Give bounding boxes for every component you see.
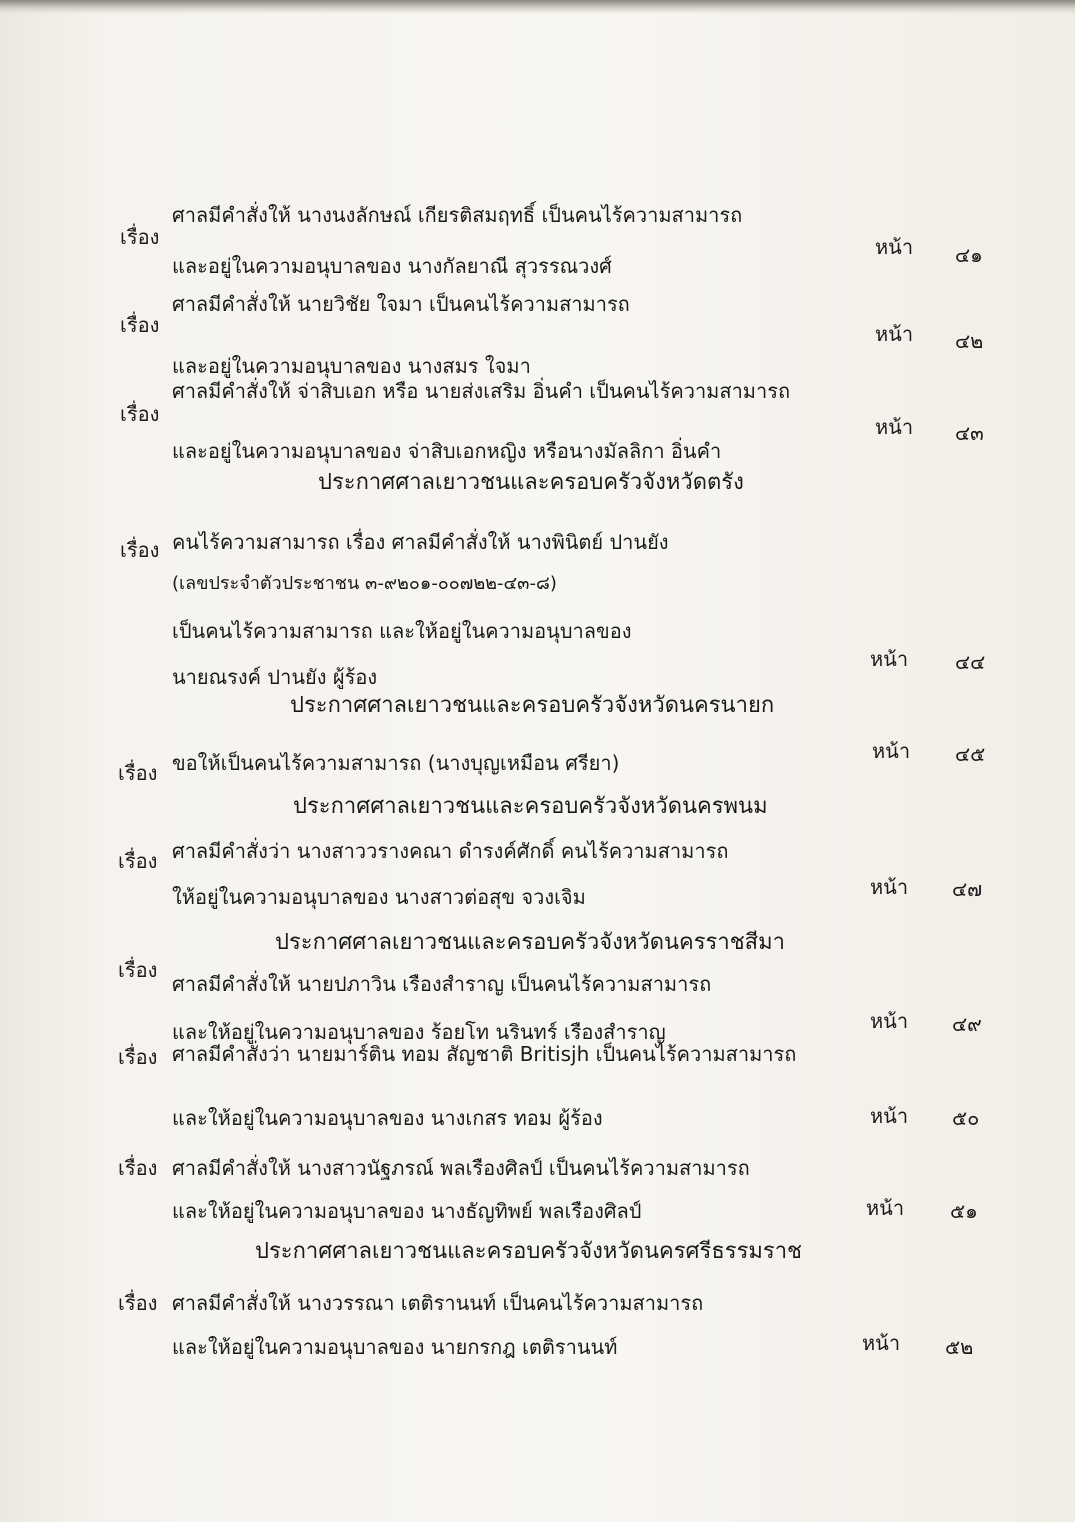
- entry-7-page-number: ๔๙: [952, 1012, 982, 1036]
- section-heading-trang: ประกาศศาลเยาวชนและครอบครัวจังหวัดตรัง: [318, 470, 744, 495]
- entry-5-page-number: ๔๕: [955, 742, 986, 766]
- entry-2-line-2: และอยู่ในความอนุบาลของ นางสมร ใจมา: [172, 354, 531, 378]
- entry-8-line-1: ศาลมีคำสั่งว่า นายมาร์ติน ทอม สัญชาติ Britisjh เป็นคนไร้ความสามารถ: [172, 1042, 797, 1066]
- entry-1-line-1: ศาลมีคำสั่งให้ นางนงลักษณ์ เกียรติสมฤทธิ์ เป็นคนไร้ความสามารถ: [172, 203, 743, 227]
- page-label: หน้า: [870, 647, 909, 671]
- entry-4-line-3: เป็นคนไร้ความสามารถ และให้อยู่ในความอนุบาลของ: [172, 619, 632, 643]
- entry-9-page-number: ๕๑: [950, 1199, 978, 1223]
- entry-1-line-2: และอยู่ในความอนุบาลของ นางกัลยาณี สุวรรณวงศ์: [172, 254, 612, 278]
- entry-4-line-4: นายณรงค์ ปานยัง ผู้ร้อง: [172, 665, 378, 689]
- entry-1-page-number: ๔๑: [955, 243, 983, 267]
- entry-7-line-2: และให้อยู่ในความอนุบาลของ ร้อยโท นรินทร์ เรืองสำราญ: [172, 1020, 666, 1044]
- page-label: หน้า: [875, 235, 914, 259]
- entry-4-line-1: คนไร้ความสามารถ เรื่อง ศาลมีคำสั่งให้ นางพินิตย์ ปานยัง: [172, 530, 669, 554]
- subject-label: เรื่อง: [120, 313, 160, 337]
- subject-label: เรื่อง: [118, 761, 158, 785]
- page-label: หน้า: [870, 1104, 909, 1128]
- entry-10-page-number: ๕๒: [945, 1335, 974, 1359]
- entry-3-line-1: ศาลมีคำสั่งให้ จ่าสิบเอก หรือ นายส่งเสริม อิ่นคำ เป็นคนไร้ความสามารถ: [172, 379, 791, 403]
- subject-label: เรื่อง: [118, 958, 158, 982]
- page-label: หน้า: [866, 1196, 905, 1220]
- subject-label: เรื่อง: [118, 1156, 158, 1180]
- entry-9-line-2: และให้อยู่ในความอนุบาลของ นางธัญทิพย์ พลเรืองศิลป์: [172, 1199, 642, 1223]
- entry-4-line-2: (เลขประจำตัวประชาชน ๓-๙๒๐๑-๐๐๗๒๒-๔๓-๘): [172, 573, 557, 594]
- entry-8-line-2: และให้อยู่ในความอนุบาลของ นางเกสร ทอม ผู้ร้อง: [172, 1106, 603, 1130]
- subject-label: เรื่อง: [120, 538, 160, 562]
- section-heading-nakhon-ratchasima: ประกาศศาลเยาวชนและครอบครัวจังหวัดนครราชสีมา: [275, 930, 785, 955]
- entry-4-page-number: ๔๔: [955, 650, 986, 674]
- section-heading-nakhon-nayok: ประกาศศาลเยาวชนและครอบครัวจังหวัดนครนายก: [290, 693, 775, 718]
- entry-6-line-2: ให้อยู่ในความอนุบาลของ นางสาวต่อสุข จวงเจิม: [172, 885, 586, 909]
- subject-label: เรื่อง: [120, 402, 160, 426]
- entry-5-line-1: ขอให้เป็นคนไร้ความสามารถ (นางบุญเหมือน ศรียา): [172, 751, 620, 775]
- subject-label: เรื่อง: [120, 225, 160, 249]
- subject-label: เรื่อง: [118, 1291, 158, 1315]
- section-heading-nakhon-si-thammarat: ประกาศศาลเยาวชนและครอบครัวจังหวัดนครศรีธรรมราช: [255, 1239, 802, 1264]
- page-edge-shadow: [0, 0, 1075, 14]
- entry-9-line-1: ศาลมีคำสั่งให้ นางสาวนัฐภรณ์ พลเรืองศิลป์ เป็นคนไร้ความสามารถ: [172, 1156, 750, 1180]
- page-label: หน้า: [875, 322, 914, 346]
- section-heading-nakhon-phanom: ประกาศศาลเยาวชนและครอบครัวจังหวัดนครพนม: [293, 794, 768, 819]
- page-label: หน้า: [862, 1331, 901, 1355]
- subject-label: เรื่อง: [118, 1045, 158, 1069]
- page-label: หน้า: [872, 739, 911, 763]
- entry-6-page-number: ๔๗: [952, 877, 983, 901]
- subject-label: เรื่อง: [118, 849, 158, 873]
- entry-2-page-number: ๔๒: [955, 329, 984, 353]
- entry-7-line-1: ศาลมีคำสั่งให้ นายปภาวิน เรืองสำราญ เป็นคนไร้ความสามารถ: [172, 972, 712, 996]
- entry-10-line-2: และให้อยู่ในความอนุบาลของ นายกรกฎ เตติรานนท์: [172, 1335, 618, 1359]
- page-label: หน้า: [875, 415, 914, 439]
- entry-3-line-2: และอยู่ในความอนุบาลของ จ่าสิบเอกหญิง หรือนางมัลลิกา อิ่นคำ: [172, 439, 722, 463]
- entry-10-line-1: ศาลมีคำสั่งให้ นางวรรณา เตติรานนท์ เป็นคนไร้ความสามารถ: [172, 1291, 704, 1315]
- entry-6-line-1: ศาลมีคำสั่งว่า นางสาววรางคณา ดำรงค์ศักดิ์ คนไร้ความสามารถ: [172, 839, 729, 863]
- entry-8-page-number: ๕๐: [952, 1106, 980, 1130]
- entry-2-line-1: ศาลมีคำสั่งให้ นายวิชัย ใจมา เป็นคนไร้ความสามารถ: [172, 292, 630, 316]
- page-label: หน้า: [870, 875, 909, 899]
- entry-3-page-number: ๔๓: [955, 421, 984, 445]
- page-label: หน้า: [870, 1009, 909, 1033]
